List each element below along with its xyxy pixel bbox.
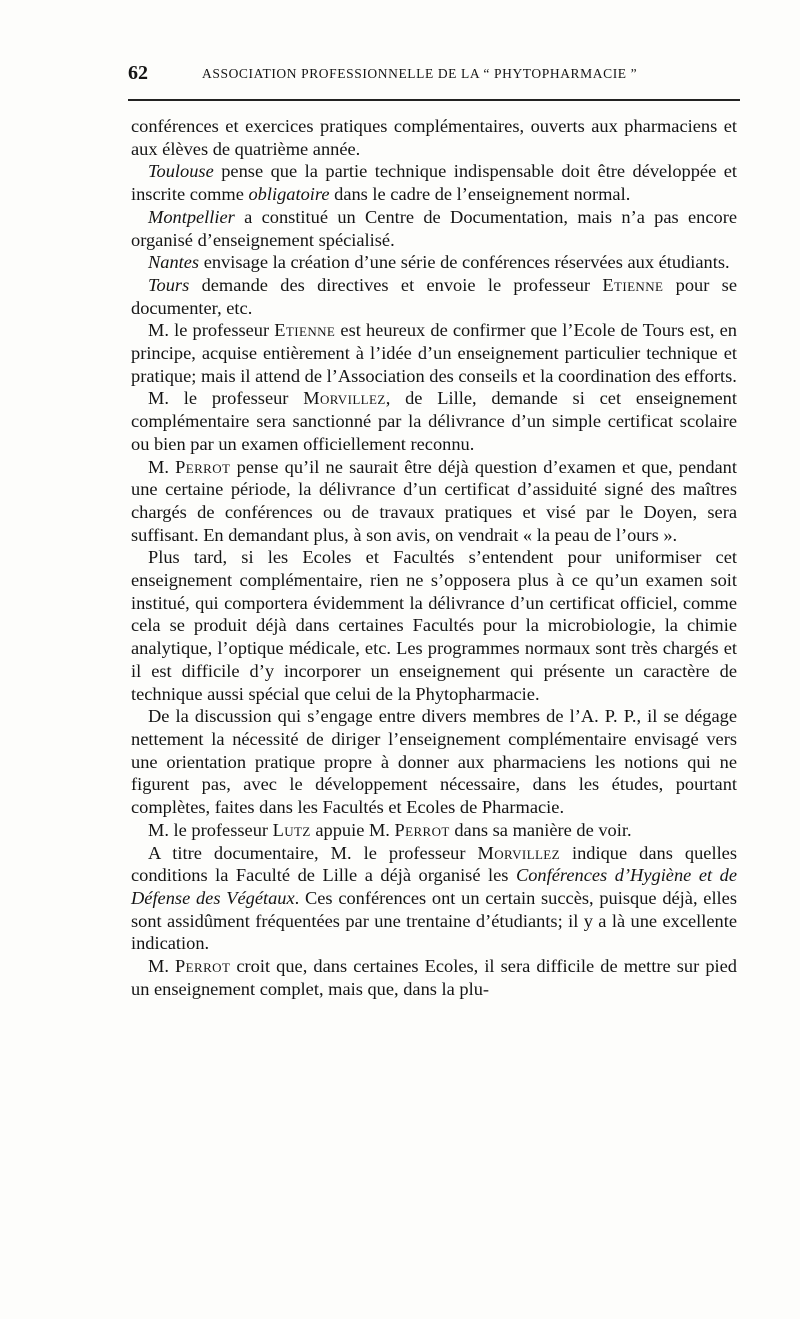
paragraph: Tours demande des directives et envoie le professeur Etienne pour se documenter, etc.: [131, 274, 737, 318]
page-header: [128, 62, 740, 92]
paragraph: M. le professeur Morvillez, de Lille, demande si cet enseignement complémentaire sera sanctionné par la délivrance d’un simple certificat scolaire ou bien par un examen officiellement reconnu.: [131, 388, 737, 454]
paragraph: De la discussion qui s’engage entre divers membres de l’A. P. P., il se dégage nettement la nécessité de diriger l’enseignement complémentaire envisagé vers une orientation pratique propre à donner aux pharmaciens les notions qui ne figurent pas, avec le développement nécessaire, dans les études, pourtant complètes, faites dans les Facultés et Ecoles de Pharmacie.: [131, 706, 737, 818]
running-title: ASSOCIATION PROFESSIONNELLE DE LA “ PHYTOPHARMACIE ”: [202, 66, 638, 81]
page-number: 62: [128, 62, 148, 84]
paragraph: A titre documentaire, M. le professeur Morvillez indique dans quelles conditions la Faculté de Lille a déjà organisé les Conférences d’Hygiène et de Défense des Végétaux. Ces conférences ont un certain succès, puisque déjà, elles sont assidûment fréquentées par une trentaine d’étudiants; il y a là une excellente indication.: [131, 842, 737, 954]
paragraph: Montpellier a constitué un Centre de Documentation, mais n’a pas encore organisé d’enseignement spécialisé.: [131, 206, 737, 250]
paragraph: Toulouse pense que la partie technique indispensable doit être développée et inscrite comme obligatoire dans le cadre de l’enseignement normal.: [131, 161, 737, 205]
paragraph: Plus tard, si les Ecoles et Facultés s’entendent pour uniformiser cet enseignement complémentaire, rien ne s’opposera plus à ce qu’un examen soit institué, qui comportera évidemment la délivrance d’un certificat officiel, comme cela se produit déjà dans certaines Facultés pour la microbiologie, la chimie analytique, l’optique médicale, etc. Les programmes normaux sont très chargés et il est difficile d’y incorporer un enseignement qui présente un caractère de technique aussi spécial que celui de la Phytopharmacie.: [131, 547, 737, 704]
paragraph: M. le professeur Etienne est heureux de confirmer que l’Ecole de Tours est, en principe, acquise entièrement à l’idée d’un enseignement particulier technique et pratique; mais il attend de l’Association des conseils et la coordination des efforts.: [131, 320, 737, 386]
paragraph: M. Perrot croit que, dans certaines Ecoles, il sera difficile de mettre sur pied un enseignement complet, mais que, dans la plu-: [131, 956, 737, 999]
paragraph: M. Perrot pense qu’il ne saurait être déjà question d’examen et que, pendant une certaine période, la délivrance d’un certificat d’assiduité signé des maîtres chargés de conférences ou de travaux pratiques et visé par le Doyen, sera suffisant. En demandant plus, à son avis, on vendrait « la peau de l’ours ».: [131, 456, 737, 545]
header-rule: [128, 99, 740, 101]
paragraph: M. le professeur Lutz appuie M. Perrot dans sa manière de voir.: [148, 819, 632, 840]
paragraph: conférences et exercices pratiques complémentaires, ouverts aux pharmaciens et aux élèves de quatrième année.: [131, 116, 737, 159]
paragraph: Nantes envisage la création d’une série de conférences réservées aux étudiants.: [148, 252, 730, 273]
body-text: [131, 115, 737, 1000]
